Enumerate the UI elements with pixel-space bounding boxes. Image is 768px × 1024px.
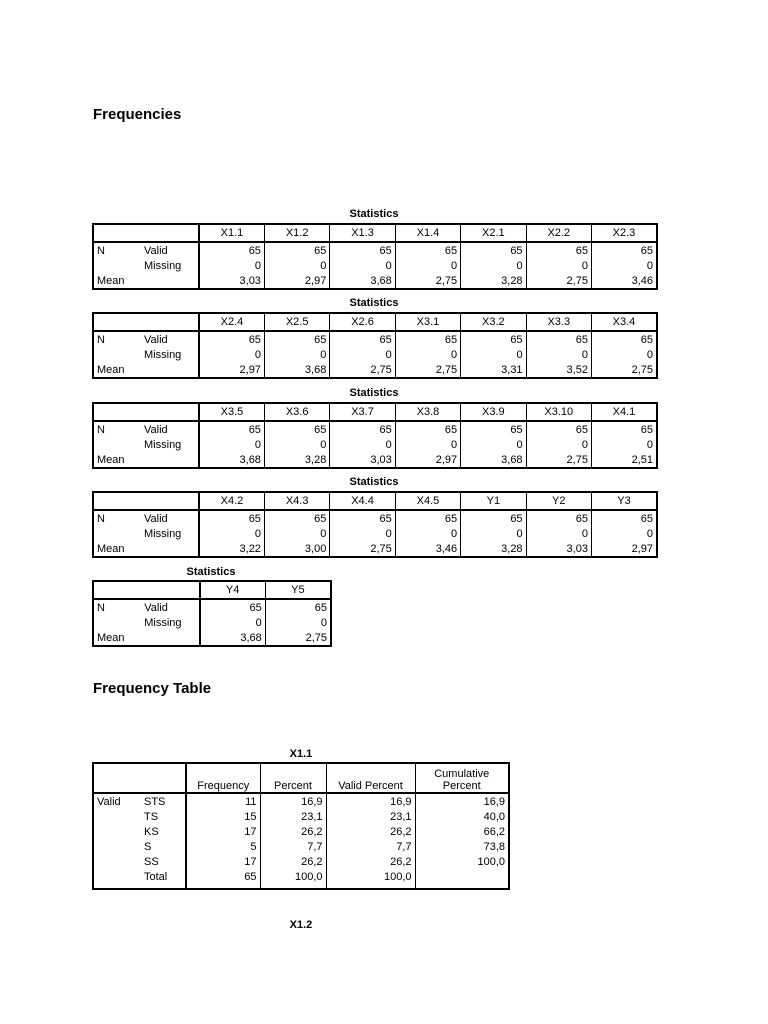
- row-label-mean: Mean: [97, 542, 125, 555]
- cell: 3,46: [395, 541, 460, 557]
- cell: 65: [395, 510, 460, 526]
- stub-header: [93, 581, 200, 599]
- stat-caption-1: Statistics: [349, 208, 399, 220]
- cell: 65: [591, 331, 657, 347]
- column-header: X3.5: [199, 403, 264, 421]
- cell: 0: [395, 347, 460, 362]
- cell: 100,0: [326, 869, 415, 889]
- row-label-missing: Missing: [144, 348, 182, 361]
- cell: 0: [264, 258, 329, 273]
- statistics-table-3: [92, 402, 658, 469]
- cell: 40,0: [415, 809, 509, 824]
- cell: 17: [186, 824, 260, 839]
- row-label: KS: [144, 825, 159, 838]
- column-header: Y2: [526, 492, 591, 510]
- stub-header: [93, 313, 199, 331]
- cell: 3,03: [526, 541, 591, 557]
- row-label-valid: Valid: [144, 512, 168, 525]
- cell: 0: [395, 258, 460, 273]
- cell: 100,0: [415, 854, 509, 869]
- cell: 0: [330, 437, 395, 452]
- column-header: Cumulative Percent: [415, 763, 509, 793]
- cell: 3,22: [199, 541, 264, 557]
- cell: 65: [461, 331, 526, 347]
- cell: 65: [395, 242, 460, 258]
- cell: 23,1: [260, 809, 326, 824]
- column-header: Y3: [591, 492, 657, 510]
- frequencies-heading: Frequencies: [93, 106, 182, 123]
- column-header: X2.3: [591, 224, 657, 242]
- cell: 3,03: [199, 273, 264, 289]
- cell: 3,68: [461, 452, 526, 468]
- cell: 3,68: [199, 452, 264, 468]
- cell: 26,2: [326, 824, 415, 839]
- cell: 65: [200, 599, 266, 615]
- row-label-n: N: [97, 423, 105, 436]
- cell: 2,75: [526, 452, 591, 468]
- cell: 0: [330, 526, 395, 541]
- statistics-table-2: [92, 312, 658, 379]
- cell: 0: [199, 437, 264, 452]
- cell: 65: [591, 510, 657, 526]
- cell: 65: [330, 331, 395, 347]
- row-label: TS: [144, 810, 159, 823]
- cell: 2,75: [330, 541, 395, 557]
- cell: 65: [264, 242, 329, 258]
- cell: 65: [591, 242, 657, 258]
- cell: 65: [526, 421, 591, 437]
- row-label-mean: Mean: [97, 363, 125, 376]
- column-header: X1.2: [264, 224, 329, 242]
- cell: 0: [265, 615, 331, 630]
- column-header: X3.1: [395, 313, 460, 331]
- cell: 3,68: [200, 630, 266, 646]
- column-header: X3.10: [526, 403, 591, 421]
- row-label: S: [144, 840, 152, 853]
- statistics-table-4: [92, 491, 658, 558]
- column-header: X1.3: [330, 224, 395, 242]
- row-label-valid: Valid: [144, 333, 168, 346]
- cell: 3,28: [461, 541, 526, 557]
- column-header: X2.4: [199, 313, 264, 331]
- cell: 100,0: [260, 869, 326, 889]
- column-header: X3.4: [591, 313, 657, 331]
- cell: 0: [199, 526, 264, 541]
- column-header: X2.1: [461, 224, 526, 242]
- column-header: X4.4: [330, 492, 395, 510]
- column-header: X4.5: [395, 492, 460, 510]
- row-label-valid: Valid: [144, 601, 168, 614]
- cell: 65: [264, 510, 329, 526]
- column-header: X3.2: [461, 313, 526, 331]
- row-label-mean: Mean: [97, 453, 125, 466]
- column-header: Frequency: [186, 763, 260, 793]
- cell: 65: [395, 331, 460, 347]
- cell: 65: [330, 510, 395, 526]
- cell: 16,9: [260, 793, 326, 809]
- cell: 2,97: [264, 273, 329, 289]
- cell: 65: [199, 510, 264, 526]
- row-label-missing: Missing: [144, 438, 182, 451]
- row-label-missing: Missing: [144, 259, 182, 272]
- cell: 0: [395, 526, 460, 541]
- cell: 16,9: [326, 793, 415, 809]
- cell: 65: [330, 421, 395, 437]
- cell: 2,97: [199, 362, 264, 378]
- cell: 73,8: [415, 839, 509, 854]
- column-header: Y4: [200, 581, 266, 599]
- stat-caption-4: Statistics: [349, 476, 399, 488]
- cell: 65: [264, 421, 329, 437]
- cell: 65: [461, 242, 526, 258]
- cell: 0: [330, 347, 395, 362]
- statistics-table-5: [92, 580, 332, 647]
- cell: 17: [186, 854, 260, 869]
- cell: 0: [526, 347, 591, 362]
- stub-header: [93, 763, 186, 793]
- cell: 0: [591, 258, 657, 273]
- stat-caption-5: Statistics: [186, 566, 236, 578]
- cell: 11: [186, 793, 260, 809]
- cell: 16,9: [415, 793, 509, 809]
- cell: 3,03: [330, 452, 395, 468]
- cell: 3,00: [264, 541, 329, 557]
- cell: 2,75: [395, 362, 460, 378]
- column-header: X3.3: [526, 313, 591, 331]
- column-header: X3.6: [264, 403, 329, 421]
- cell: 0: [330, 258, 395, 273]
- cell: 0: [199, 347, 264, 362]
- frequency-table-x1-1: [92, 762, 510, 890]
- cell: 5: [186, 839, 260, 854]
- cell: 23,1: [326, 809, 415, 824]
- column-header: X2.6: [330, 313, 395, 331]
- cell: 2,75: [265, 630, 331, 646]
- group-label-valid: Valid: [97, 795, 121, 808]
- statistics-table-1: [92, 223, 658, 290]
- row-label-valid: Valid: [144, 244, 168, 257]
- column-header: X4.2: [199, 492, 264, 510]
- cell: 7,7: [326, 839, 415, 854]
- row-label-mean: Mean: [97, 631, 125, 644]
- row-label-n: N: [97, 333, 105, 346]
- freq-caption-x1-1: X1.1: [289, 748, 313, 760]
- cell: 3,68: [264, 362, 329, 378]
- cell: 3,28: [461, 273, 526, 289]
- frequency-table-heading: Frequency Table: [93, 680, 212, 697]
- cell: 65: [265, 599, 331, 615]
- cell: 65: [264, 331, 329, 347]
- cell: 65: [395, 421, 460, 437]
- cell: 26,2: [260, 824, 326, 839]
- stat-caption-3: Statistics: [349, 387, 399, 399]
- cell: 0: [200, 615, 266, 630]
- cell: 65: [591, 421, 657, 437]
- cell: 65: [526, 242, 591, 258]
- cell: 0: [199, 258, 264, 273]
- cell: 3,28: [264, 452, 329, 468]
- row-label-n: N: [97, 601, 105, 614]
- column-header: Valid Percent: [326, 763, 415, 793]
- cell: 7,7: [260, 839, 326, 854]
- cell: 65: [330, 242, 395, 258]
- cell: 0: [526, 526, 591, 541]
- cell: 66,2: [415, 824, 509, 839]
- cell: [415, 869, 509, 889]
- column-header: X2.5: [264, 313, 329, 331]
- cell: 3,46: [591, 273, 657, 289]
- cell: 65: [526, 331, 591, 347]
- column-header: X3.7: [330, 403, 395, 421]
- cell: 2,75: [395, 273, 460, 289]
- column-header: Y5: [265, 581, 331, 599]
- column-header: X1.1: [199, 224, 264, 242]
- cell: 2,51: [591, 452, 657, 468]
- column-header: X3.8: [395, 403, 460, 421]
- cell: 2,97: [395, 452, 460, 468]
- cell: 0: [461, 258, 526, 273]
- column-header: X3.9: [461, 403, 526, 421]
- cell: 0: [395, 437, 460, 452]
- cell: 65: [199, 421, 264, 437]
- column-header: X2.2: [526, 224, 591, 242]
- row-label: STS: [144, 795, 166, 808]
- cell: 3,31: [461, 362, 526, 378]
- cell: 3,52: [526, 362, 591, 378]
- cell: 0: [264, 437, 329, 452]
- cell: 65: [199, 242, 264, 258]
- cell: 26,2: [260, 854, 326, 869]
- cell: 65: [186, 869, 260, 889]
- cell: 2,75: [591, 362, 657, 378]
- cell: 65: [461, 421, 526, 437]
- cell: 0: [591, 347, 657, 362]
- column-header: X1.4: [395, 224, 460, 242]
- column-header: X4.3: [264, 492, 329, 510]
- column-header: Y1: [461, 492, 526, 510]
- cell: 0: [526, 258, 591, 273]
- cell: 0: [461, 437, 526, 452]
- cell: 0: [461, 526, 526, 541]
- cell: 2,75: [330, 362, 395, 378]
- column-header: Percent: [260, 763, 326, 793]
- cell: 15: [186, 809, 260, 824]
- column-header: X4.1: [591, 403, 657, 421]
- stub-header: [93, 224, 199, 242]
- cell: 3,68: [330, 273, 395, 289]
- stub-header: [93, 403, 199, 421]
- cell: 2,97: [591, 541, 657, 557]
- freq-caption-x1-2: X1.2: [289, 919, 313, 931]
- cell: 26,2: [326, 854, 415, 869]
- row-label: Total: [144, 870, 168, 883]
- cell: 65: [199, 331, 264, 347]
- cell: 0: [526, 437, 591, 452]
- row-label-missing: Missing: [144, 616, 182, 629]
- cell: 65: [461, 510, 526, 526]
- row-label-n: N: [97, 512, 105, 525]
- cell: 2,75: [526, 273, 591, 289]
- row-label-mean: Mean: [97, 274, 125, 287]
- cell: 0: [591, 526, 657, 541]
- cell: 0: [461, 347, 526, 362]
- row-label: SS: [144, 855, 159, 868]
- stat-caption-2: Statistics: [349, 297, 399, 309]
- stub-header: [93, 492, 199, 510]
- row-label-valid: Valid: [144, 423, 168, 436]
- row-label-n: N: [97, 244, 105, 257]
- row-label-missing: Missing: [144, 527, 182, 540]
- cell: 0: [264, 347, 329, 362]
- cell: 0: [264, 526, 329, 541]
- cell: 0: [591, 437, 657, 452]
- cell: 65: [526, 510, 591, 526]
